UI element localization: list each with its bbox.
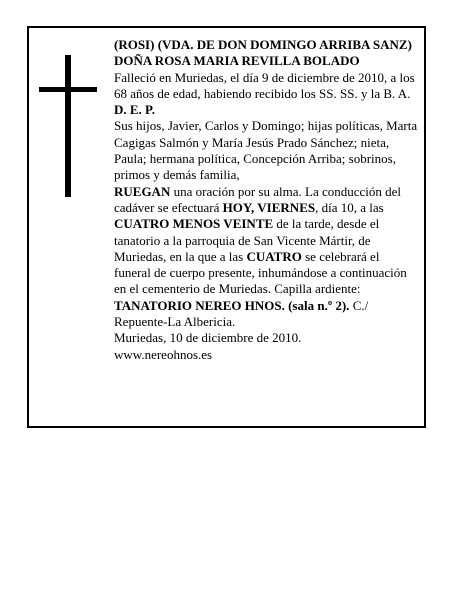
cross-icon [65,55,71,197]
funeral-home: TANATORIO NEREO HNOS. (sala n.º 2). [114,297,350,313]
obituary-text [114,37,419,363]
nickname-line: (ROSI) (VDA. DE DON DOMINGO ARRIBA SANZ) [114,37,412,52]
dep-line: D. E. P. [114,102,156,118]
funeral-details: RUEGAN una oración por su alma. La conducción del cadáver se efectuará HOY, VIERNES, día 10, a las CUATRO MENOS VEINTE de la tarde, desde el tanatorio a la parroquia de San Vicente Mártir, de Muriedas, en la que a las CUATRO se celebrará el funeral de cuerpo presente, inhumándose a continuación en el cementerio de Muriedas. Capilla ardiente: TANATORIO NEREO HNOS. (sala n.º 2). C./ Repuente-La Albericia. [114,183,407,330]
day-label: HOY, VIERNES [222,199,316,215]
time-label: CUATRO MENOS VEINTE [114,216,274,232]
ruegan-label: RUEGAN [114,183,171,199]
place-date: Muriedas, 10 de diciembre de 2010. [114,330,302,346]
website: www.nereohnos.es [114,346,213,362]
cross-icon-bar [39,87,97,92]
death-notice: Falleció en Muriedas, el día 9 de diciembre de 2010, a los 68 años de edad, habiendo recibido los SS. SS. y la B. A. [114,69,415,101]
family-list: Sus hijos, Javier, Carlos y Domingo; hijas políticas, Marta Cagigas Salmón y María Jesús Prado Sánchez; nieta, Paula; hermana política, Concepción Arriba; sobrinos, primos y demás familia, [114,118,418,183]
mass-time-label: CUATRO [246,248,302,264]
deceased-name: DOÑA ROSA MARIA REVILLA BOLADO [114,53,360,69]
